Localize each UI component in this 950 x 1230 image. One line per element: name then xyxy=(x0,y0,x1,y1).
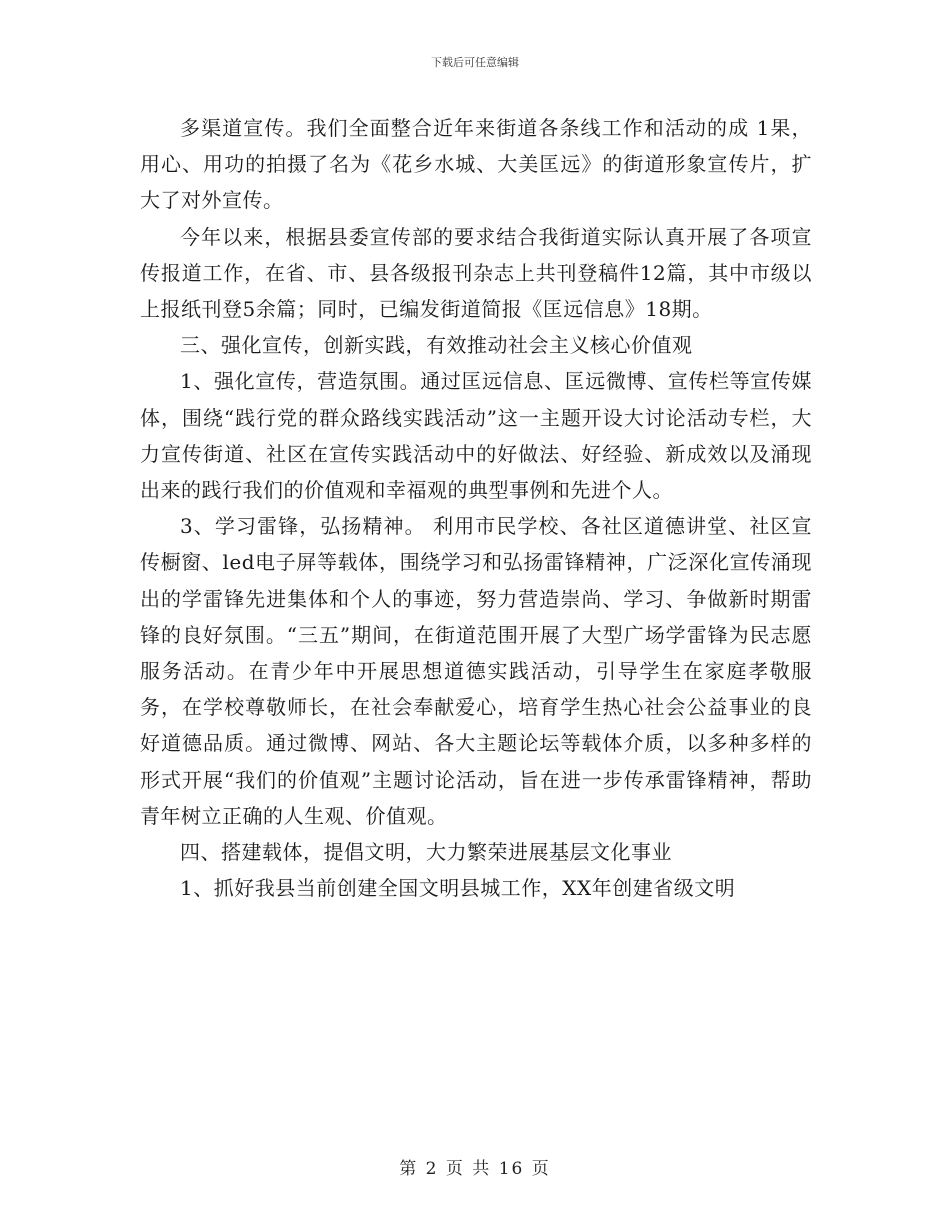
page-footer: 第 2 页 共 16 页 xyxy=(399,1159,551,1179)
paragraph-continuation: 多渠道宣传。我们全面整合近年来街道各条线工作和活动的成 1果，用心、用功的拍摄了名为《花乡水城、大美匡远》的街道形象宣传片，扩大了对外宣传。 xyxy=(140,116,812,213)
document-body xyxy=(140,110,812,906)
paragraph-report-work: 今年以来，根据县委宣传部的要求结合我街道实际认真开展了各项宣传报道工作，在省、市、县各级报刊杂志上共刊登稿件12篇，其中市级以上报纸刊登5余篇；同时，已编发街道简报《匡远信息》18期。 xyxy=(140,224,812,322)
section-heading-four: 四、搭建载体，提倡文明，大力繁荣进展基层文化事业 xyxy=(180,840,672,865)
paragraph-item-3-leifeng: 3、学习雷锋，弘扬精神。 利用市民学校、各社区道德讲堂、社区宣传橱窗、led电子屏等载体，围绕学习和弘扬雷锋精神，广泛深化宣传涌现出的学雷锋先进集体和个人的事迹，努力营造崇尚、学习、争做新时期雷锋的良好氛围。“三五”期间，在街道范围开展了大型广场学雷锋为民志愿服务活动。在青少年中开展思想道德实践活动，引导学生在家庭孝敬服务，在学校尊敬师长，在社会奉献爱心，培育学生热心社会公益事业的良好道德品质。通过微博、网站、各大主题论坛等载体介质，以多种多样的形式开展“我们的价值观”主题讨论活动，旨在进一步传承雷锋精神，帮助青年树立正确的人生观、价值观。 xyxy=(140,514,812,828)
section-heading-three: 三、强化宣传，创新实践，有效推动社会主义核心价值观 xyxy=(180,333,693,358)
page-header: 下载后可任意编辑 xyxy=(431,56,519,69)
paragraph-item-1-publicity: 1、强化宣传，营造氛围。通过匡远信息、匡远微博、宣传栏等宣传媒体，围绕“践行党的群众路线实践活动”这一主题开设大讨论活动专栏，大力宣传街道、社区在宣传实践活动中的好做法、好经验、新成效以及涌现出来的践行我们的价值观和幸福观的典型事例和先进个人。 xyxy=(140,369,812,503)
paragraph-item-1-civilization: 1、抓好我县当前创建全国文明县城工作，XX年创建省级文明 xyxy=(180,876,736,901)
